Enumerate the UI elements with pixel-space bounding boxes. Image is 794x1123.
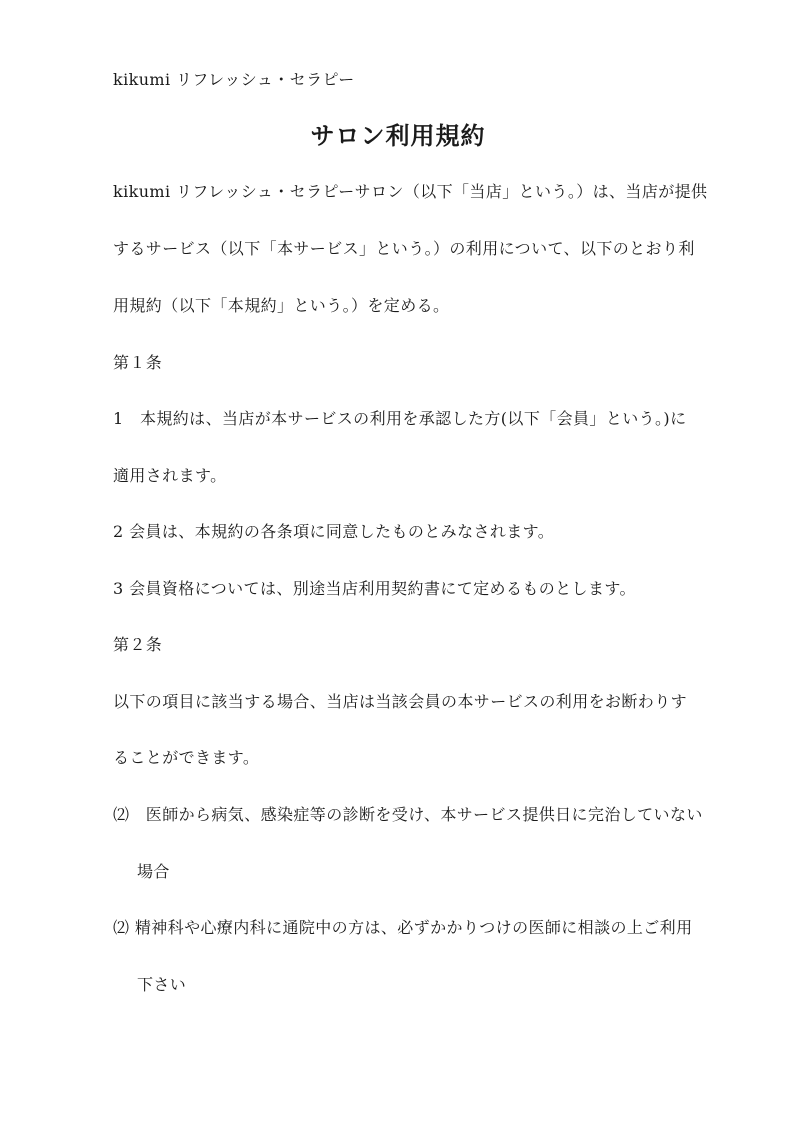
article-1-heading: 第１条 bbox=[113, 353, 163, 372]
article-1-clause-1-cont: 適用されます。 bbox=[113, 466, 227, 485]
article-1-clause-2: 2 会員は、本規約の各条項に同意したものとみなされます。 bbox=[113, 522, 555, 541]
intro-line-1: kikumi リフレッシュ・セラピーサロン（以下「当店」という。）は、当店が提供 bbox=[113, 182, 708, 201]
intro-line-2: するサービス（以下「本サービス」という。）の利用について、以下のとおり利 bbox=[113, 239, 695, 258]
article-2-heading: 第２条 bbox=[113, 635, 163, 654]
article-2-text-cont: ることができます。 bbox=[113, 748, 260, 767]
article-2-item-2-cont: 下さい bbox=[137, 975, 187, 994]
article-2-item-2: ⑵ 精神科や心療内科に通院中の方は、必ずかかりつけの医師に相談の上ご利用 bbox=[113, 918, 693, 937]
salon-header: kikumi リフレッシュ・セラピー bbox=[113, 70, 355, 89]
article-2-item-1-cont: 場合 bbox=[137, 862, 170, 881]
article-2-text: 以下の項目に該当する場合、当店は当該会員の本サービスの利用をお断わりす bbox=[113, 692, 688, 711]
article-1-clause-1: 1 本規約は、当店が本サービスの利用を承認した方(以下「会員」という。)に bbox=[113, 409, 687, 428]
article-1-clause-3: 3 会員資格については、別途当店利用契約書にて定めるものとします。 bbox=[113, 579, 636, 598]
intro-line-3: 用規約（以下「本規約」という。）を定める。 bbox=[113, 296, 450, 315]
document-title: サロン利用規約 bbox=[310, 121, 486, 150]
article-2-item-1: ⑵ 医師から病気、感染症等の診断を受け、本サービス提供日に完治していない bbox=[113, 805, 703, 824]
